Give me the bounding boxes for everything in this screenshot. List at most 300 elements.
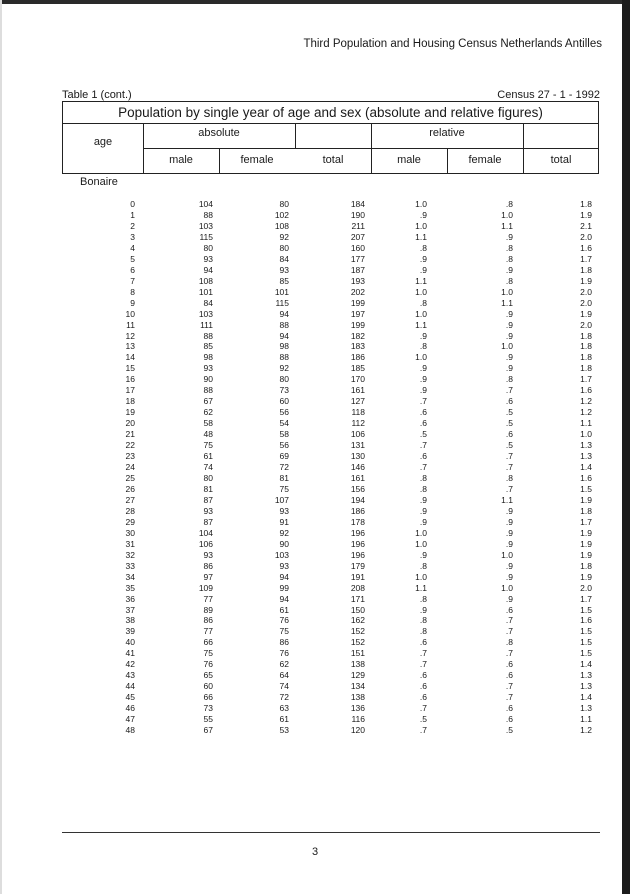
cell-rel-male: .9 <box>419 549 427 560</box>
cell-abs-total: 208 <box>350 582 365 593</box>
cell-age: 41 <box>125 648 135 659</box>
cell-abs-total: 191 <box>350 571 365 582</box>
cell-rel-female: .6 <box>505 703 513 714</box>
cell-rel-total: 1.7 <box>580 516 592 527</box>
cell-abs-female: 60 <box>279 396 289 407</box>
cell-abs-male: 93 <box>203 549 213 560</box>
cell-abs-male: 66 <box>203 637 213 648</box>
cell-rel-male: 1.0 <box>415 308 427 319</box>
cell-abs-female: 63 <box>279 703 289 714</box>
table-row <box>0 221 630 232</box>
cell-abs-total: 160 <box>350 242 365 253</box>
cell-abs-total: 161 <box>350 473 365 483</box>
header-rel-male: male <box>397 154 421 166</box>
cell-rel-male: .6 <box>419 418 427 429</box>
cell-abs-female: 92 <box>279 527 289 538</box>
cell-age: 30 <box>125 527 135 538</box>
cell-rel-male: .5 <box>419 714 427 725</box>
cell-rel-female: .8 <box>505 253 513 264</box>
cell-age: 39 <box>125 626 135 637</box>
cell-abs-female: 73 <box>279 385 289 396</box>
cell-rel-male: .6 <box>419 637 427 648</box>
table-row <box>0 725 630 736</box>
cell-abs-female: 80 <box>279 199 289 209</box>
cell-abs-male: 60 <box>203 681 213 692</box>
header-absolute: absolute <box>198 127 240 139</box>
cell-rel-total: 1.5 <box>580 483 592 494</box>
cell-rel-total: 1.8 <box>580 363 592 374</box>
cell-abs-male: 73 <box>203 703 213 714</box>
cell-abs-total: 131 <box>350 440 365 451</box>
cell-abs-male: 76 <box>203 659 213 670</box>
cell-rel-female: .9 <box>505 571 513 582</box>
cell-rel-female: .9 <box>505 319 513 330</box>
cell-abs-male: 75 <box>203 648 213 659</box>
cell-abs-female: 108 <box>274 220 289 231</box>
cell-rel-total: 2.0 <box>580 319 592 330</box>
cell-rel-female: .7 <box>505 615 513 626</box>
table-row <box>0 605 630 616</box>
cell-abs-female: 75 <box>279 483 289 494</box>
cell-rel-total: 1.6 <box>580 242 592 253</box>
cell-rel-male: .9 <box>419 505 427 516</box>
cell-abs-male: 101 <box>198 286 213 297</box>
cell-rel-total: 1.2 <box>580 407 592 418</box>
cell-age: 44 <box>125 681 135 692</box>
cell-rel-female: .6 <box>505 714 513 725</box>
table-row <box>0 473 630 484</box>
cell-rel-male: .7 <box>419 462 427 473</box>
cell-age: 29 <box>125 516 135 527</box>
cell-abs-total: 186 <box>350 505 365 516</box>
cell-rel-male: .6 <box>419 692 427 703</box>
cell-abs-male: 88 <box>203 209 213 220</box>
cell-rel-male: 1.1 <box>415 231 427 242</box>
cell-abs-female: 115 <box>275 297 289 308</box>
cell-rel-total: 1.0 <box>580 429 592 440</box>
cell-abs-total: 136 <box>350 703 365 714</box>
cell-abs-female: 94 <box>279 330 289 341</box>
cell-rel-female: 1.0 <box>501 341 513 352</box>
cell-rel-female: .9 <box>505 593 513 604</box>
cell-age: 5 <box>130 253 135 264</box>
cell-rel-male: .9 <box>419 253 427 264</box>
cell-rel-male: 1.0 <box>415 199 427 209</box>
table-row <box>0 561 630 572</box>
table-row <box>0 418 630 429</box>
cell-abs-male: 106 <box>198 538 213 549</box>
cell-rel-total: 1.9 <box>580 209 592 220</box>
table-row <box>0 363 630 374</box>
cell-abs-total: 199 <box>350 297 365 308</box>
cell-abs-total: 202 <box>350 286 365 297</box>
table-row <box>0 199 630 210</box>
cell-age: 47 <box>125 714 135 725</box>
table-row <box>0 681 630 692</box>
census-date: Census 27 - 1 - 1992 <box>497 89 600 101</box>
cell-abs-female: 80 <box>279 374 289 385</box>
cell-abs-male: 115 <box>199 231 213 242</box>
cell-abs-male: 80 <box>203 473 213 483</box>
cell-age: 43 <box>125 670 135 681</box>
cell-rel-male: .9 <box>419 604 427 615</box>
table-row <box>0 517 630 528</box>
cell-abs-male: 88 <box>203 330 213 341</box>
cell-age: 23 <box>125 451 135 462</box>
cell-abs-male: 94 <box>203 264 213 275</box>
cell-abs-total: 118 <box>351 407 365 418</box>
cell-abs-female: 93 <box>279 560 289 571</box>
table-row <box>0 506 630 517</box>
divider <box>143 148 599 149</box>
cell-rel-female: .8 <box>505 374 513 385</box>
table-row <box>0 703 630 714</box>
table-title: Population by single year of age and sex (absolute and relative figures) <box>63 102 598 124</box>
cell-abs-female: 94 <box>279 593 289 604</box>
table-row <box>0 385 630 396</box>
cell-rel-total: 1.9 <box>580 527 592 538</box>
cell-rel-male: .9 <box>419 374 427 385</box>
cell-rel-total: 1.6 <box>580 385 592 396</box>
cell-abs-male: 87 <box>203 516 213 527</box>
cell-rel-male: .9 <box>419 516 427 527</box>
cell-age: 25 <box>125 473 135 483</box>
cell-rel-total: 1.4 <box>580 659 592 670</box>
cell-age: 32 <box>125 549 135 560</box>
cell-abs-male: 109 <box>198 582 213 593</box>
cell-abs-male: 80 <box>203 242 213 253</box>
cell-abs-total: 178 <box>350 516 365 527</box>
cell-rel-total: 2.0 <box>580 286 592 297</box>
cell-rel-female: .5 <box>505 725 513 736</box>
cell-abs-female: 53 <box>279 725 289 736</box>
cell-abs-female: 90 <box>279 538 289 549</box>
cell-abs-total: 116 <box>351 714 365 725</box>
cell-rel-total: 1.8 <box>580 560 592 571</box>
cell-abs-female: 102 <box>274 209 289 220</box>
cell-abs-female: 92 <box>279 231 289 242</box>
cell-age: 35 <box>125 582 135 593</box>
cell-abs-male: 48 <box>203 429 213 440</box>
cell-rel-male: .7 <box>419 648 427 659</box>
table-row <box>0 374 630 385</box>
cell-abs-female: 101 <box>274 286 289 297</box>
cell-rel-total: 1.5 <box>580 637 592 648</box>
cell-age: 37 <box>125 604 135 615</box>
cell-abs-female: 91 <box>279 516 289 527</box>
cell-abs-male: 103 <box>198 220 213 231</box>
cell-abs-total: 146 <box>350 462 365 473</box>
cell-age: 20 <box>125 418 135 429</box>
table-row <box>0 254 630 265</box>
table-row <box>0 626 630 637</box>
cell-abs-female: 99 <box>279 582 289 593</box>
cell-rel-female: .9 <box>505 352 513 363</box>
table-row <box>0 670 630 681</box>
cell-abs-total: 207 <box>350 231 365 242</box>
cell-rel-female: 1.1 <box>501 220 513 231</box>
cell-rel-male: 1.0 <box>415 352 427 363</box>
cell-abs-total: 199 <box>350 319 365 330</box>
cell-rel-female: .6 <box>505 396 513 407</box>
cell-rel-total: 1.6 <box>580 473 592 483</box>
table-row <box>0 637 630 648</box>
cell-rel-male: 1.0 <box>415 220 427 231</box>
cell-abs-total: 130 <box>350 451 365 462</box>
cell-abs-male: 87 <box>203 494 213 505</box>
cell-abs-female: 107 <box>274 494 289 505</box>
cell-abs-female: 61 <box>279 604 289 615</box>
cell-age: 1 <box>130 209 135 220</box>
cell-age: 24 <box>125 462 135 473</box>
cell-age: 6 <box>130 264 135 275</box>
cell-rel-female: .7 <box>505 462 513 473</box>
cell-rel-total: 1.5 <box>580 626 592 637</box>
cell-rel-male: .7 <box>419 440 427 451</box>
header-rel-total: total <box>550 154 572 166</box>
cell-abs-female: 72 <box>279 462 289 473</box>
cell-rel-total: 1.1 <box>580 714 592 725</box>
cell-abs-total: 196 <box>350 527 365 538</box>
cell-rel-male: .7 <box>419 396 427 407</box>
footer-rule <box>62 832 600 833</box>
cell-age: 8 <box>130 286 135 297</box>
cell-age: 33 <box>125 560 135 571</box>
cell-rel-male: 1.0 <box>415 571 427 582</box>
table-header <box>62 101 599 174</box>
cell-rel-female: .7 <box>505 483 513 494</box>
table-row <box>0 396 630 407</box>
cell-rel-total: 1.2 <box>580 725 592 736</box>
cell-abs-total: 196 <box>350 549 365 560</box>
cell-rel-male: .8 <box>419 297 427 308</box>
cell-rel-total: 1.9 <box>580 571 592 582</box>
table-row <box>0 484 630 495</box>
cell-abs-male: 55 <box>203 714 213 725</box>
cell-age: 16 <box>125 374 135 385</box>
cell-abs-female: 88 <box>279 352 289 363</box>
cell-abs-female: 92 <box>279 363 289 374</box>
cell-rel-female: .9 <box>505 516 513 527</box>
cell-rel-male: .8 <box>419 473 427 483</box>
cell-rel-male: .6 <box>419 670 427 681</box>
cell-age: 48 <box>125 725 135 736</box>
cell-rel-total: 1.5 <box>580 604 592 615</box>
cell-rel-total: 1.3 <box>580 451 592 462</box>
cell-abs-female: 103 <box>274 549 289 560</box>
cell-rel-male: .7 <box>419 725 427 736</box>
cell-rel-total: 1.2 <box>580 396 592 407</box>
table-row <box>0 276 630 287</box>
cell-abs-total: 187 <box>350 264 365 275</box>
cell-abs-male: 86 <box>203 615 213 626</box>
cell-abs-male: 75 <box>203 440 213 451</box>
cell-age: 13 <box>125 341 135 352</box>
cell-abs-female: 56 <box>279 407 289 418</box>
cell-abs-male: 111 <box>200 319 213 330</box>
cell-rel-female: .6 <box>505 670 513 681</box>
cell-age: 46 <box>125 703 135 714</box>
cell-abs-female: 93 <box>279 505 289 516</box>
cell-rel-female: .6 <box>505 659 513 670</box>
header-abs-female: female <box>240 154 274 166</box>
cell-rel-total: 1.3 <box>580 703 592 714</box>
header-rel-female: female <box>468 154 502 166</box>
cell-abs-male: 74 <box>203 462 213 473</box>
cell-rel-male: 1.1 <box>415 275 427 286</box>
table-row <box>0 309 630 320</box>
cell-rel-male: .7 <box>419 703 427 714</box>
cell-abs-total: 171 <box>350 593 365 604</box>
cell-rel-female: .9 <box>505 560 513 571</box>
table-row <box>0 440 630 451</box>
cell-rel-total: 1.3 <box>580 670 592 681</box>
cell-rel-total: 1.9 <box>580 275 592 286</box>
cell-age: 3 <box>130 231 135 242</box>
cell-rel-total: 1.8 <box>580 352 592 363</box>
cell-abs-male: 97 <box>203 571 213 582</box>
cell-age: 27 <box>125 494 135 505</box>
cell-rel-female: 1.0 <box>501 286 513 297</box>
table-row <box>0 550 630 561</box>
cell-abs-female: 76 <box>279 648 289 659</box>
cell-abs-female: 62 <box>279 659 289 670</box>
cell-abs-total: 179 <box>350 560 365 571</box>
cell-abs-total: 196 <box>350 538 365 549</box>
cell-abs-total: 190 <box>350 209 365 220</box>
cell-abs-total: 120 <box>350 725 365 736</box>
cell-abs-male: 93 <box>203 253 213 264</box>
cell-abs-male: 104 <box>198 199 213 209</box>
cell-abs-female: 98 <box>279 341 289 352</box>
table-row <box>0 495 630 506</box>
cell-rel-male: .9 <box>419 363 427 374</box>
table-row <box>0 352 630 363</box>
cell-abs-female: 85 <box>279 275 289 286</box>
cell-rel-female: .9 <box>505 330 513 341</box>
cell-age: 7 <box>130 275 135 286</box>
cell-abs-female: 61 <box>279 714 289 725</box>
cell-abs-female: 94 <box>279 571 289 582</box>
cell-rel-male: .5 <box>419 429 427 440</box>
cell-age: 2 <box>130 220 135 231</box>
cell-rel-male: .6 <box>419 451 427 462</box>
cell-age: 40 <box>125 637 135 648</box>
table-row <box>0 451 630 462</box>
table-row <box>0 594 630 605</box>
cell-abs-male: 67 <box>203 725 213 736</box>
cell-rel-female: .9 <box>505 264 513 275</box>
cell-age: 10 <box>125 308 135 319</box>
table-row <box>0 341 630 352</box>
cell-abs-male: 77 <box>203 593 213 604</box>
cell-abs-male: 62 <box>203 407 213 418</box>
cell-abs-male: 93 <box>203 363 213 374</box>
cell-rel-female: .7 <box>505 451 513 462</box>
cell-age: 28 <box>125 505 135 516</box>
scan-edge-top <box>0 0 630 4</box>
cell-rel-male: .9 <box>419 494 427 505</box>
cell-rel-female: 1.1 <box>501 297 513 308</box>
cell-rel-female: .6 <box>505 429 513 440</box>
cell-rel-male: .8 <box>419 560 427 571</box>
cell-age: 38 <box>125 615 135 626</box>
cell-age: 11 <box>126 319 135 330</box>
cell-rel-male: .8 <box>419 483 427 494</box>
cell-rel-total: 2.1 <box>580 220 592 231</box>
cell-rel-total: 2.0 <box>580 297 592 308</box>
cell-rel-female: .9 <box>505 505 513 516</box>
cell-age: 15 <box>125 363 135 374</box>
table-row <box>0 320 630 331</box>
cell-abs-male: 108 <box>198 275 213 286</box>
cell-abs-male: 66 <box>203 692 213 703</box>
divider <box>295 123 296 148</box>
table-row <box>0 298 630 309</box>
cell-abs-male: 88 <box>203 385 213 396</box>
cell-rel-female: .8 <box>505 275 513 286</box>
cell-rel-male: .9 <box>419 264 427 275</box>
cell-abs-total: 152 <box>350 637 365 648</box>
cell-rel-female: 1.0 <box>501 209 513 220</box>
cell-abs-total: 152 <box>350 626 365 637</box>
cell-rel-female: 1.1 <box>501 494 513 505</box>
cell-rel-female: .7 <box>505 692 513 703</box>
cell-abs-male: 89 <box>203 604 213 615</box>
cell-rel-male: .9 <box>419 209 427 220</box>
table-row <box>0 692 630 703</box>
table-row <box>0 615 630 626</box>
cell-age: 19 <box>125 407 135 418</box>
cell-abs-male: 90 <box>203 374 213 385</box>
cell-rel-female: .9 <box>505 538 513 549</box>
cell-rel-male: .8 <box>419 626 427 637</box>
cell-rel-total: 1.3 <box>580 681 592 692</box>
cell-abs-female: 86 <box>279 637 289 648</box>
cell-rel-total: 1.8 <box>580 264 592 275</box>
cell-rel-female: .9 <box>505 308 513 319</box>
cell-abs-female: 58 <box>279 429 289 440</box>
cell-rel-total: 1.4 <box>580 462 592 473</box>
cell-age: 17 <box>125 385 135 396</box>
table-row <box>0 583 630 594</box>
cell-abs-total: 150 <box>350 604 365 615</box>
cell-abs-female: 75 <box>279 626 289 637</box>
table-row <box>0 210 630 221</box>
cell-abs-total: 112 <box>351 418 365 429</box>
cell-abs-total: 211 <box>351 220 365 231</box>
header-age: age <box>93 136 113 148</box>
table-label: Table 1 (cont.) <box>62 89 132 101</box>
cell-abs-male: 86 <box>203 560 213 571</box>
cell-abs-male: 98 <box>203 352 213 363</box>
cell-age: 36 <box>125 593 135 604</box>
cell-abs-male: 93 <box>203 505 213 516</box>
cell-rel-male: .8 <box>419 615 427 626</box>
cell-abs-female: 74 <box>279 681 289 692</box>
cell-age: 22 <box>125 440 135 451</box>
table-row <box>0 287 630 298</box>
cell-abs-total: 161 <box>350 385 365 396</box>
cell-abs-female: 56 <box>279 440 289 451</box>
cell-abs-total: 151 <box>350 648 365 659</box>
cell-rel-total: 1.7 <box>580 253 592 264</box>
cell-abs-female: 69 <box>279 451 289 462</box>
cell-abs-total: 184 <box>350 199 365 209</box>
cell-rel-total: 1.9 <box>580 308 592 319</box>
running-head: Third Population and Housing Census Netherlands Antilles <box>303 38 602 50</box>
cell-abs-male: 65 <box>203 670 213 681</box>
